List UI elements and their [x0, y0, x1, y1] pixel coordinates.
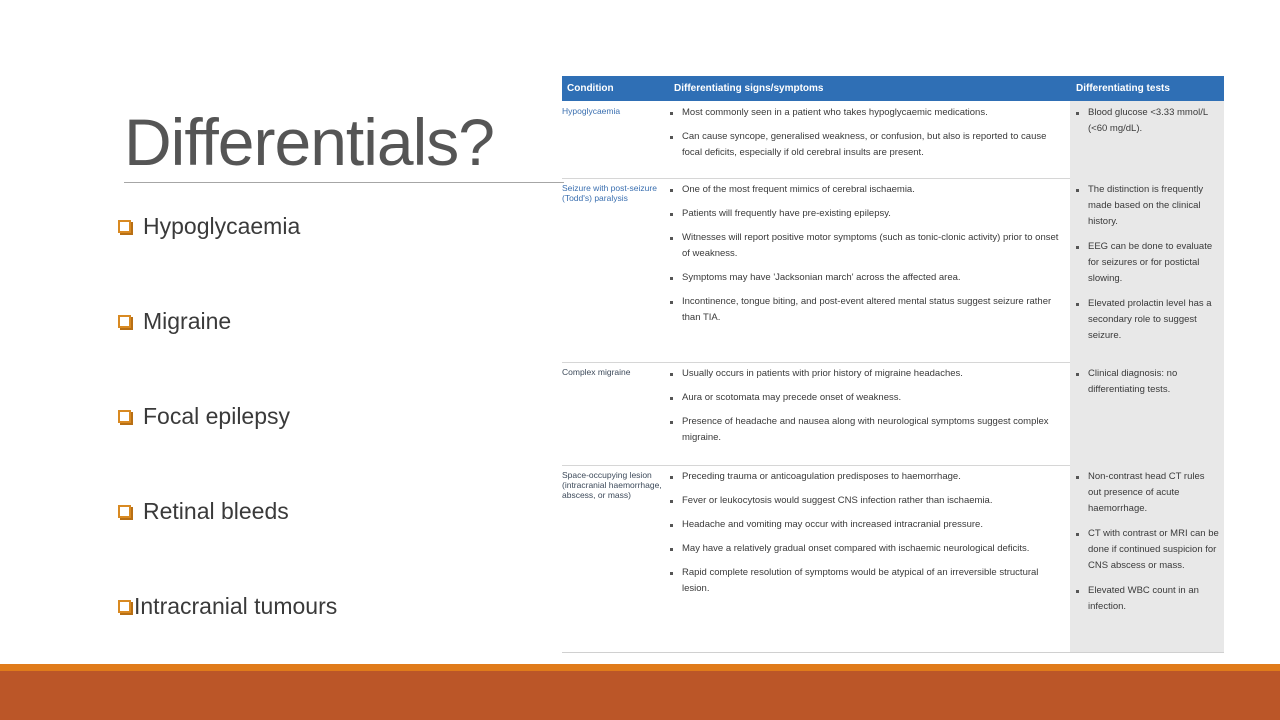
- bullet-item: [118, 493, 289, 529]
- checkbox-bullet-icon: [118, 600, 131, 613]
- bullet-text: Retinal bleeds: [143, 497, 289, 524]
- list-item: Clinical diagnosis: no differentiating tests.: [1074, 366, 1220, 398]
- condition-cell[interactable]: Hypoglycaemia: [562, 106, 621, 116]
- list-item: Preceding trauma or anticoagulation predisposes to haemorrhage.: [668, 469, 1064, 485]
- title-divider: [124, 182, 564, 183]
- list-item: Non-contrast head CT rules out presence of acute haemorrhage.: [1074, 469, 1220, 517]
- signs-cell: [668, 182, 1064, 334]
- bullet-text: Migraine: [143, 307, 232, 334]
- signs-cell: [668, 469, 1064, 605]
- checkbox-bullet-icon: [118, 315, 131, 328]
- header-signs: Differentiating signs/symptoms: [674, 83, 824, 94]
- bullet-item: [118, 303, 231, 339]
- bullet-item: [118, 588, 337, 624]
- list-item: Blood glucose <3.33 mmol/L (<60 mg/dL).: [1074, 105, 1220, 137]
- tests-cell: [1070, 465, 1224, 652]
- list-item: Rapid complete resolution of symptoms would be atypical of an irreversible structural lesion.: [668, 565, 1064, 597]
- bullet-text: Focal epilepsy: [143, 402, 291, 429]
- bullet-item: [118, 398, 290, 434]
- list-item: Most commonly seen in a patient who takes hypoglycaemic medications.: [668, 105, 1064, 121]
- list-item: Headache and vomiting may occur with increased intracranial pressure.: [668, 517, 1064, 533]
- table-row: [562, 101, 1224, 179]
- list-item: The distinction is frequently made based on the clinical history.: [1074, 182, 1220, 230]
- list-item: One of the most frequent mimics of cerebral ischaemia.: [668, 182, 1064, 198]
- condition-cell: Space-occupying lesion (intracranial haemorrhage, abscess, or mass): [562, 470, 662, 500]
- signs-cell: [668, 105, 1064, 169]
- list-item: Witnesses will report positive motor symptoms (such as tonic-clonic activity) prior to onset of weakness.: [668, 230, 1064, 262]
- list-item: Elevated prolactin level has a secondary role to suggest seizure.: [1074, 296, 1220, 344]
- list-item: Aura or scotomata may precede onset of weakness.: [668, 390, 1064, 406]
- table-row: [562, 362, 1224, 466]
- footer-accent-bar: [0, 664, 1280, 671]
- bullet-text: Hypoglycaemia: [143, 212, 301, 239]
- tests-cell: [1070, 178, 1224, 362]
- condition-cell: Complex migraine: [562, 367, 631, 377]
- list-item: Patients will frequently have pre-existing epilepsy.: [668, 206, 1064, 222]
- tests-cell: [1070, 101, 1224, 178]
- slide-title: Differentials?: [124, 105, 494, 179]
- differentials-table: [562, 76, 1224, 653]
- table-row: [562, 465, 1224, 652]
- list-item: CT with contrast or MRI can be done if continued suspicion for CNS abscess or mass.: [1074, 526, 1220, 574]
- list-item: May have a relatively gradual onset compared with ischaemic neurological deficits.: [668, 541, 1064, 557]
- table-row: [562, 178, 1224, 363]
- list-item: Elevated WBC count in an infection.: [1074, 583, 1220, 615]
- condition-cell[interactable]: Seizure with post-seizure (Todd's) paralysis: [562, 183, 657, 203]
- checkbox-bullet-icon: [118, 410, 131, 423]
- header-condition: Condition: [567, 83, 614, 94]
- checkbox-bullet-icon: [118, 220, 131, 233]
- list-item: Presence of headache and nausea along with neurological symptoms suggest complex migraine.: [668, 414, 1064, 446]
- signs-cell: [668, 366, 1064, 454]
- list-item: Usually occurs in patients with prior history of migraine headaches.: [668, 366, 1064, 382]
- list-item: Can cause syncope, generalised weakness, or confusion, but also is reported to cause focal deficits, especially if old cerebral insults are present.: [668, 129, 1064, 161]
- bullet-item: [118, 208, 300, 244]
- list-item: EEG can be done to evaluate for seizures or for postictal slowing.: [1074, 239, 1220, 287]
- list-item: Incontinence, tongue biting, and post-event altered mental status suggest seizure rather than TIA.: [668, 294, 1064, 326]
- table-header: [562, 76, 1224, 101]
- header-tests: Differentiating tests: [1076, 83, 1170, 94]
- list-item: Symptoms may have 'Jacksonian march' across the affected area.: [668, 270, 1064, 286]
- tests-cell: [1070, 362, 1224, 465]
- footer-bar: [0, 671, 1280, 720]
- checkbox-bullet-icon: [118, 505, 131, 518]
- list-item: Fever or leukocytosis would suggest CNS infection rather than ischaemia.: [668, 493, 1064, 509]
- bullet-text: Intracranial tumours: [134, 592, 338, 619]
